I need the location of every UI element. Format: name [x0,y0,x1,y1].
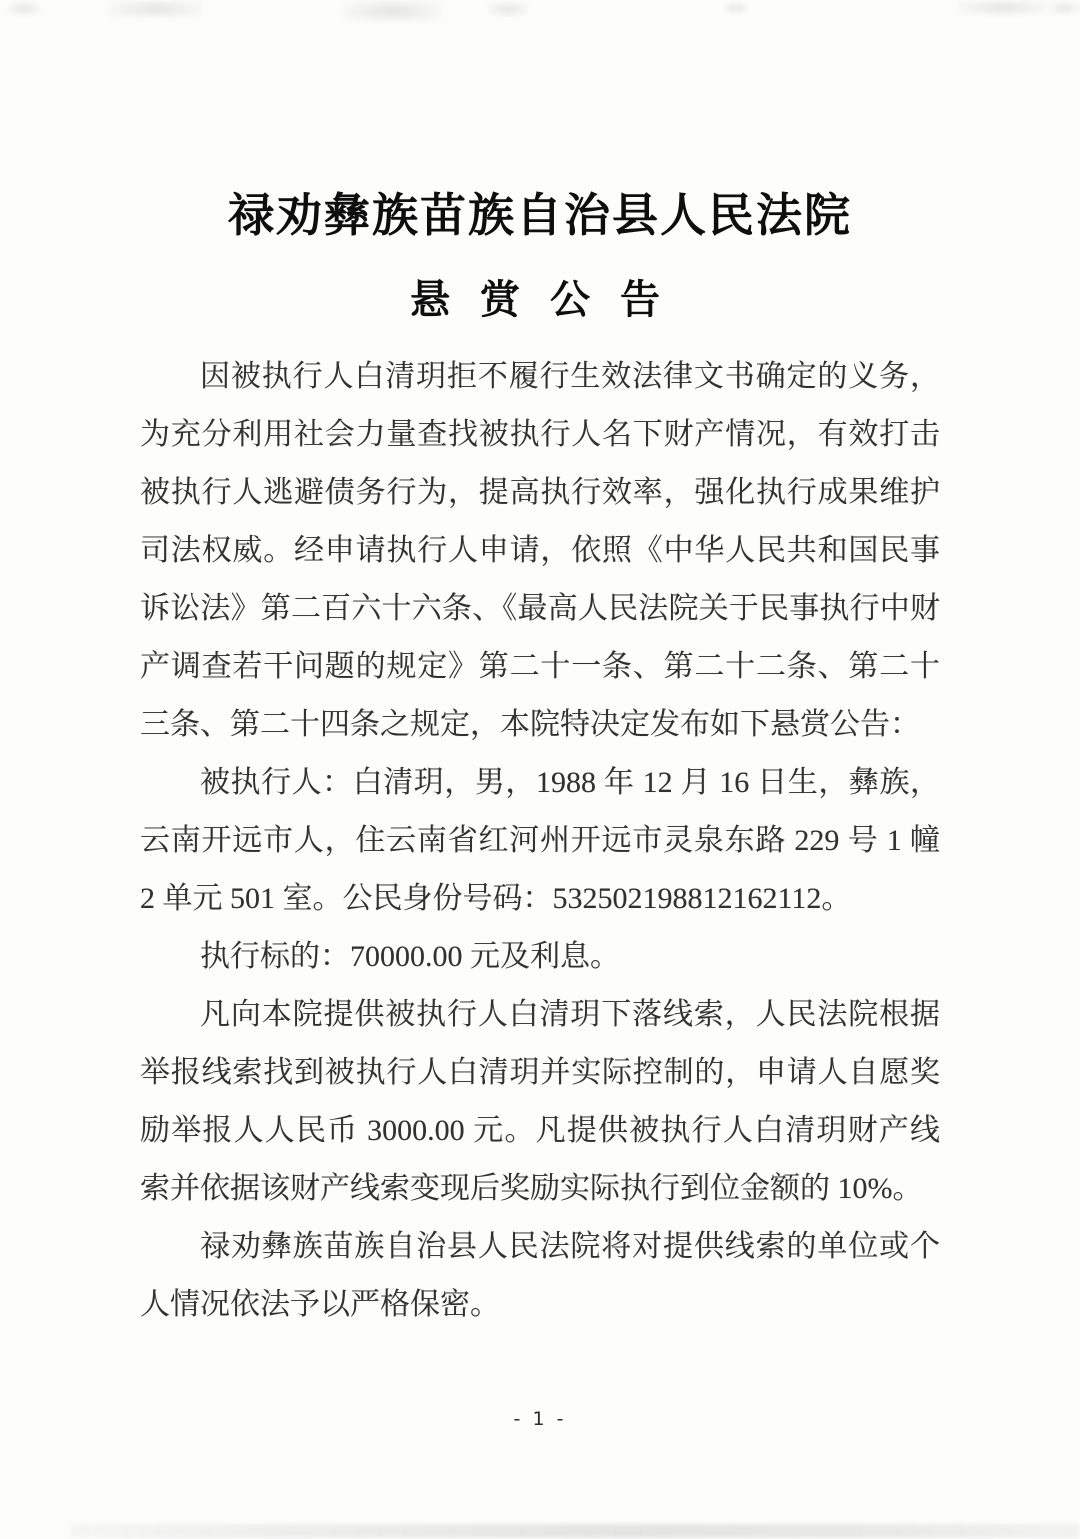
debtor-info-paragraph: 被执行人：白清玥，男，1988 年 12 月 16 日生，彝族，云南开远市人，住云南省红河州开远市灵泉东路 229 号 1 幢 2 单元 501 室。公民身份号码：532502198812162112。 [140,765,940,915]
page-number: - 1 - [513,1408,567,1430]
court-name-heading: 禄劝彝族苗族自治县人民法院 [228,190,852,241]
intro-paragraph: 因被执行人白清玥拒不履行生效法律文书确定的义务，为充分利用社会力量查找被执行人名下财产情况，有效打击被执行人逃避债务行为，提高执行效率，强化执行成果维护司法权威。经申请执行人申请，依照《中华人民共和国民事诉讼法》第二百六十六条、《最高人民法院关于民事执行中财产调查若干问题的规定》第二十一条、第二十二条、第二十三条、第二十四条之规定，本院特决定发布如下悬赏公告： [140,359,940,741]
confidentiality-paragraph: 禄劝彝族苗族自治县人民法院将对提供线索的单位或个人情况依法予以严格保密。 [140,1229,940,1321]
document-body [140,348,940,1334]
execution-target-paragraph: 执行标的：70000.00 元及利息。 [200,939,620,973]
reward-terms-paragraph: 凡向本院提供被执行人白清玥下落线索，人民法院根据举报线索找到被执行人白清玥并实际控制的，申请人自愿奖励举报人人民币 3000.00 元。凡提供被执行人白清玥财产线索并依据该财产线索变现后奖励实际执行到位金额的 10%。 [140,997,940,1205]
document-title: 悬 赏 公 告 [410,276,670,322]
scan-smudge-bottom [70,1524,1080,1538]
